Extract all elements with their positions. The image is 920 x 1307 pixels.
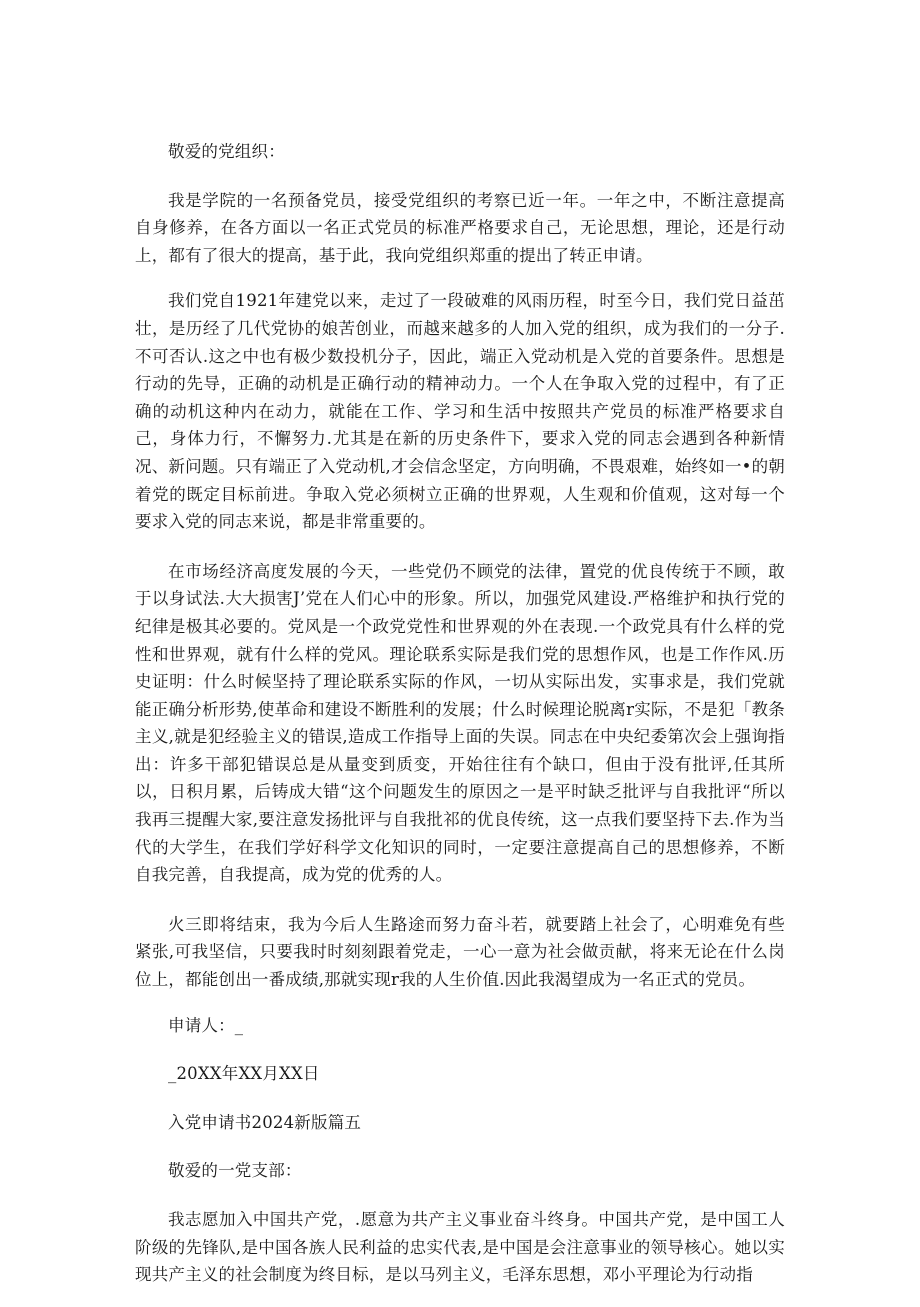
- paragraph-application: 我志愿加入中国共产党，.愿意为共产主义事业奋斗终身。中国共产党，是中国工人阶级的先锋队,是中国各族人民利益的忠实代表,是中国是会注意事业的领导核心。她以实现共产主义的社会制度为终目标，是以马列主义，毛泽东思想，邓小平理论为行动指: [135, 1210, 785, 1285]
- salutation-party-branch: 敬爱的一党支部：: [168, 1161, 302, 1181]
- section-title: 入党申请书2024新版篇五: [168, 1112, 362, 1132]
- paragraph-party-style: 在市场经济高度发展的今天，一些党仍不顾党的法律，置党的优良传统于不顾，敢于以身试法.大大损害J’党在人们心中的形象。所以，加强党风建设.严格维护和执行党的纪律是极其必要的。党风是一个政党党性和世界观的外在表现.一个政党具有什么样的党性和世界观，就有什么样的党风。理论联系实际是我们党的思想作风，也是工作作风.历史证明：什么时候坚持了理论联系实际的作风，一切从实际出发，实事求是，我们党就能正确分析形势,使革命和建设不断胜利的发展；什么时候理论脱离r实际，不是犯「教条主义,就是犯经验主义的错误,造成工作指导上面的失误。同志在中央纪委第次会上强询指出：许多干部犯错误总是从量变到质变，开始往往有个缺口，但由于没有批评,任其所以，日积月累，后铸成大错“这个问题发生的原因之一是平时缺乏批评与自我批评“所以我再三提醒大家,要注意发扬批评与自我批祁的优良传统，这一点我们要坚持下去.作为当代的大学生，在我们学好科学文化知识的同时，一定要注意提高自己的思想修养，不断自我完善，自我提高，成为党的优秀的人。: [135, 561, 785, 885]
- paragraph-motivation: 我们党自1921年建党以来，走过了一段破难的风雨历程，时至今日，我们党日益茁壮，是历经了几代党协的娘苦创业，而越来越多的人加入党的组织，成为我们的一分子.不可否认.这之中也有极少数投机分子，因此，端正入党动机是入党的首要条件。思想是行动的先导，正确的动机是正确行动的精神动力。一个人在争取入党的过程中，有了正确的动机这种内在动力，就能在工作、学习和生活中按照共产党员的标准严格要求自己，身体力行，不懈努力.尤其是在新的历史条件下，要求入党的同志会遇到各种新情况、新问题。只有端正了入党动机,才会信念坚定，方向明确，不畏艰难，始终如一•的朝着党的既定目标前进。争取入党必须树立正确的世界观，人生观和价值观，这对每一个要求入党的同志来说，都是非常重要的。: [135, 291, 785, 532]
- document-page: [135, 138, 785, 1307]
- salutation-party-organization: 敬爱的党组织：: [168, 142, 285, 161]
- applicant-label: 申请人：_: [168, 1015, 244, 1035]
- paragraph-intro: 我是学院的一名预备党员，接受党组织的考察已近一年。一年之中，不断注意提高自身修养，在各方面以一名正式党员的标准严格要求自己，无论思想，理论，还是行动上，都有了很大的提高，基于此，我向党组织郑重的提出了转正申请。: [135, 190, 785, 265]
- paragraph-conclusion: 火三即将结束，我为今后人生路途而努力奋斗若，就要踏上社会了，心明难免有些紧张,可我坚信，只要我时时刻刻跟着党走，一心一意为社会做贡献，将来无论在什么岗位上，都能创出一番成绩,那就实现r我的人生价值.因此我渴望成为一名正式的党员。: [135, 914, 785, 990]
- date-line: _20XX年XX月XX日: [168, 1064, 320, 1084]
